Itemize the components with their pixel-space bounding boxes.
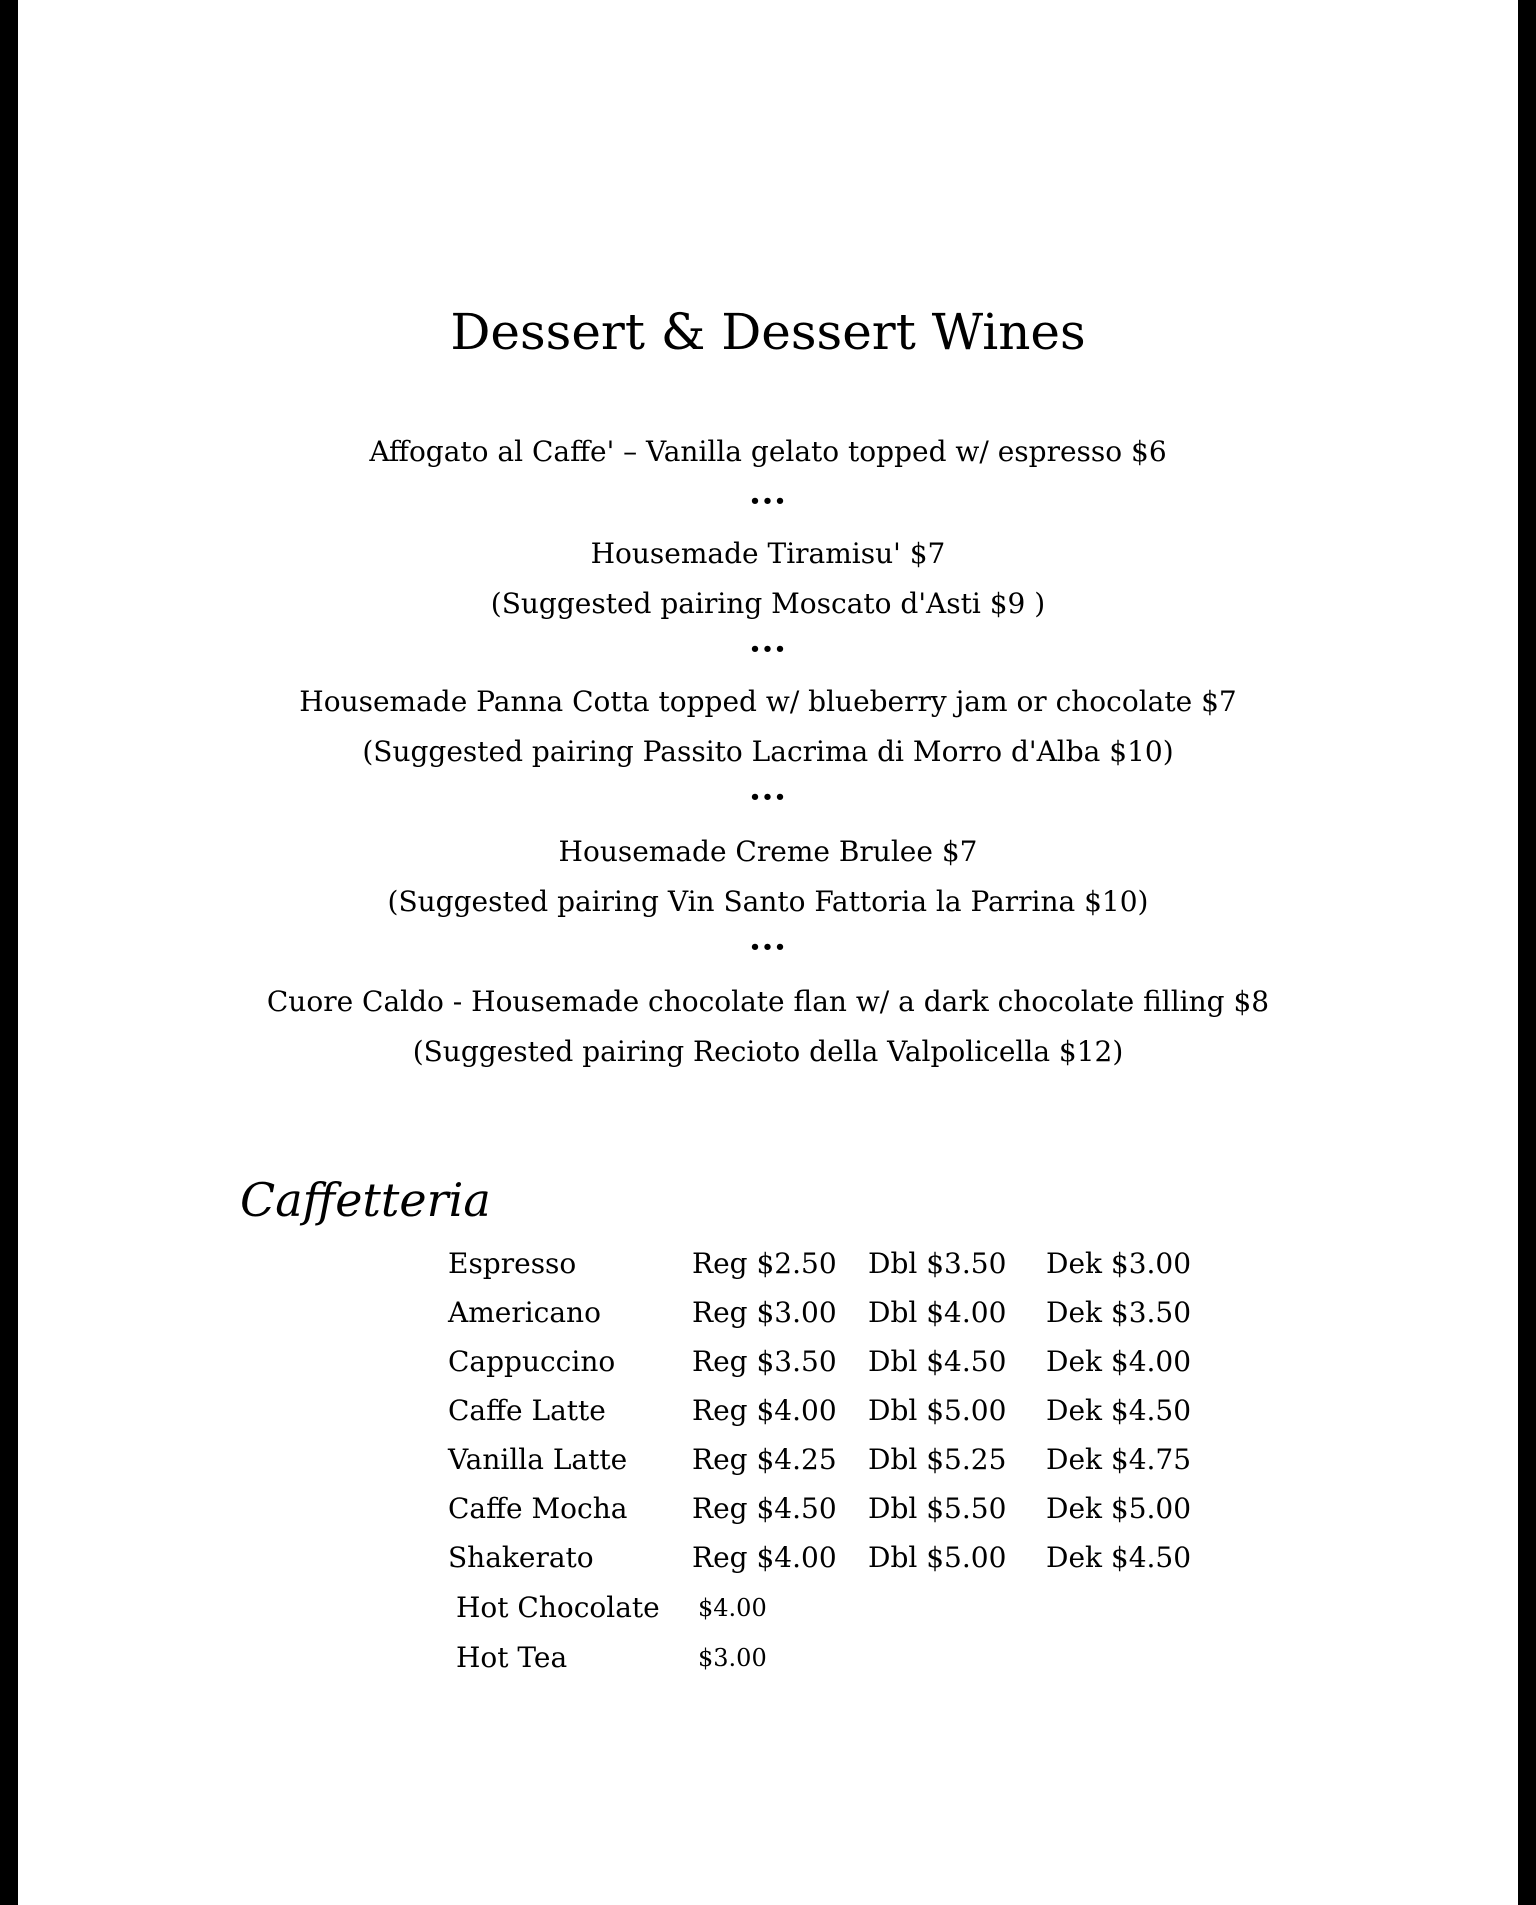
drink-name: Shakerato <box>448 1541 594 1574</box>
dek-price: Dek $4.75 <box>1046 1443 1192 1476</box>
pairing-cuore-caldo: (Suggested pairing Recioto della Valpolicella $12) <box>412 1035 1124 1068</box>
dek-price: Dek $4.00 <box>1046 1345 1192 1378</box>
dbl-price: Dbl $4.50 <box>868 1345 1007 1378</box>
reg-price: Reg $2.50 <box>692 1247 837 1280</box>
separator: ••• <box>749 787 787 808</box>
drink-name: Cappuccino <box>448 1345 616 1378</box>
drink-name: Vanilla Latte <box>448 1443 628 1476</box>
dessert-item-affogato: Affogato al Caffe' – Vanilla gelato topped w/ espresso $6 <box>369 435 1167 468</box>
dek-price: Dek $3.00 <box>1046 1247 1192 1280</box>
table-row <box>0 1636 1536 1680</box>
dessert-item-panna-cotta: Housemade Panna Cotta topped w/ blueberry jam or chocolate $7 <box>299 685 1237 718</box>
reg-price: Reg $4.00 <box>692 1541 837 1574</box>
dessert-item-creme-brulee: Housemade Creme Brulee $7 <box>558 835 978 868</box>
separator: ••• <box>749 937 787 958</box>
dbl-price: Dbl $4.00 <box>868 1296 1007 1329</box>
pairing-tiramisu: (Suggested pairing Moscato d'Asti $9 ) <box>490 587 1046 620</box>
drink-name: Hot Chocolate <box>456 1591 660 1624</box>
drink-name: Espresso <box>448 1247 577 1280</box>
drink-name: Hot Tea <box>456 1641 568 1674</box>
dek-price: Dek $4.50 <box>1046 1394 1192 1427</box>
table-row <box>0 1487 1536 1531</box>
dek-price: Dek $5.00 <box>1046 1492 1192 1525</box>
price: $4.00 <box>698 1594 767 1622</box>
dek-price: Dek $3.50 <box>1046 1296 1192 1329</box>
drink-name: Caffe Mocha <box>448 1492 628 1525</box>
drink-name: Caffe Latte <box>448 1394 606 1427</box>
pairing-panna-cotta: (Suggested pairing Passito Lacrima di Morro d'Alba $10) <box>362 735 1174 768</box>
reg-price: Reg $3.50 <box>692 1345 837 1378</box>
pairing-creme-brulee: (Suggested pairing Vin Santo Fattoria la Parrina $10) <box>387 885 1149 918</box>
caffetteria-title: Caffetteria <box>240 1173 491 1227</box>
dbl-price: Dbl $5.00 <box>868 1541 1007 1574</box>
table-row <box>0 1291 1536 1335</box>
reg-price: Reg $3.00 <box>692 1296 837 1329</box>
table-row <box>0 1586 1536 1630</box>
dbl-price: Dbl $5.25 <box>868 1443 1007 1476</box>
reg-price: Reg $4.25 <box>692 1443 837 1476</box>
separator: ••• <box>749 639 787 660</box>
reg-price: Reg $4.50 <box>692 1492 837 1525</box>
reg-price: Reg $4.00 <box>692 1394 837 1427</box>
table-row <box>0 1536 1536 1580</box>
dbl-price: Dbl $5.50 <box>868 1492 1007 1525</box>
price: $3.00 <box>698 1644 767 1672</box>
dbl-price: Dbl $3.50 <box>868 1247 1007 1280</box>
dbl-price: Dbl $5.00 <box>868 1394 1007 1427</box>
dessert-title: Dessert & Dessert Wines <box>450 303 1086 361</box>
dek-price: Dek $4.50 <box>1046 1541 1192 1574</box>
dessert-item-tiramisu: Housemade Tiramisu' $7 <box>590 537 946 570</box>
table-row <box>0 1438 1536 1482</box>
table-row <box>0 1389 1536 1433</box>
dessert-item-cuore-caldo: Cuore Caldo - Housemade chocolate flan w/ a dark chocolate filling $8 <box>266 985 1270 1018</box>
drink-name: Americano <box>448 1296 601 1329</box>
table-row <box>0 1340 1536 1384</box>
menu-page <box>18 0 1518 1905</box>
table-row <box>0 1242 1536 1286</box>
separator: ••• <box>749 491 787 512</box>
